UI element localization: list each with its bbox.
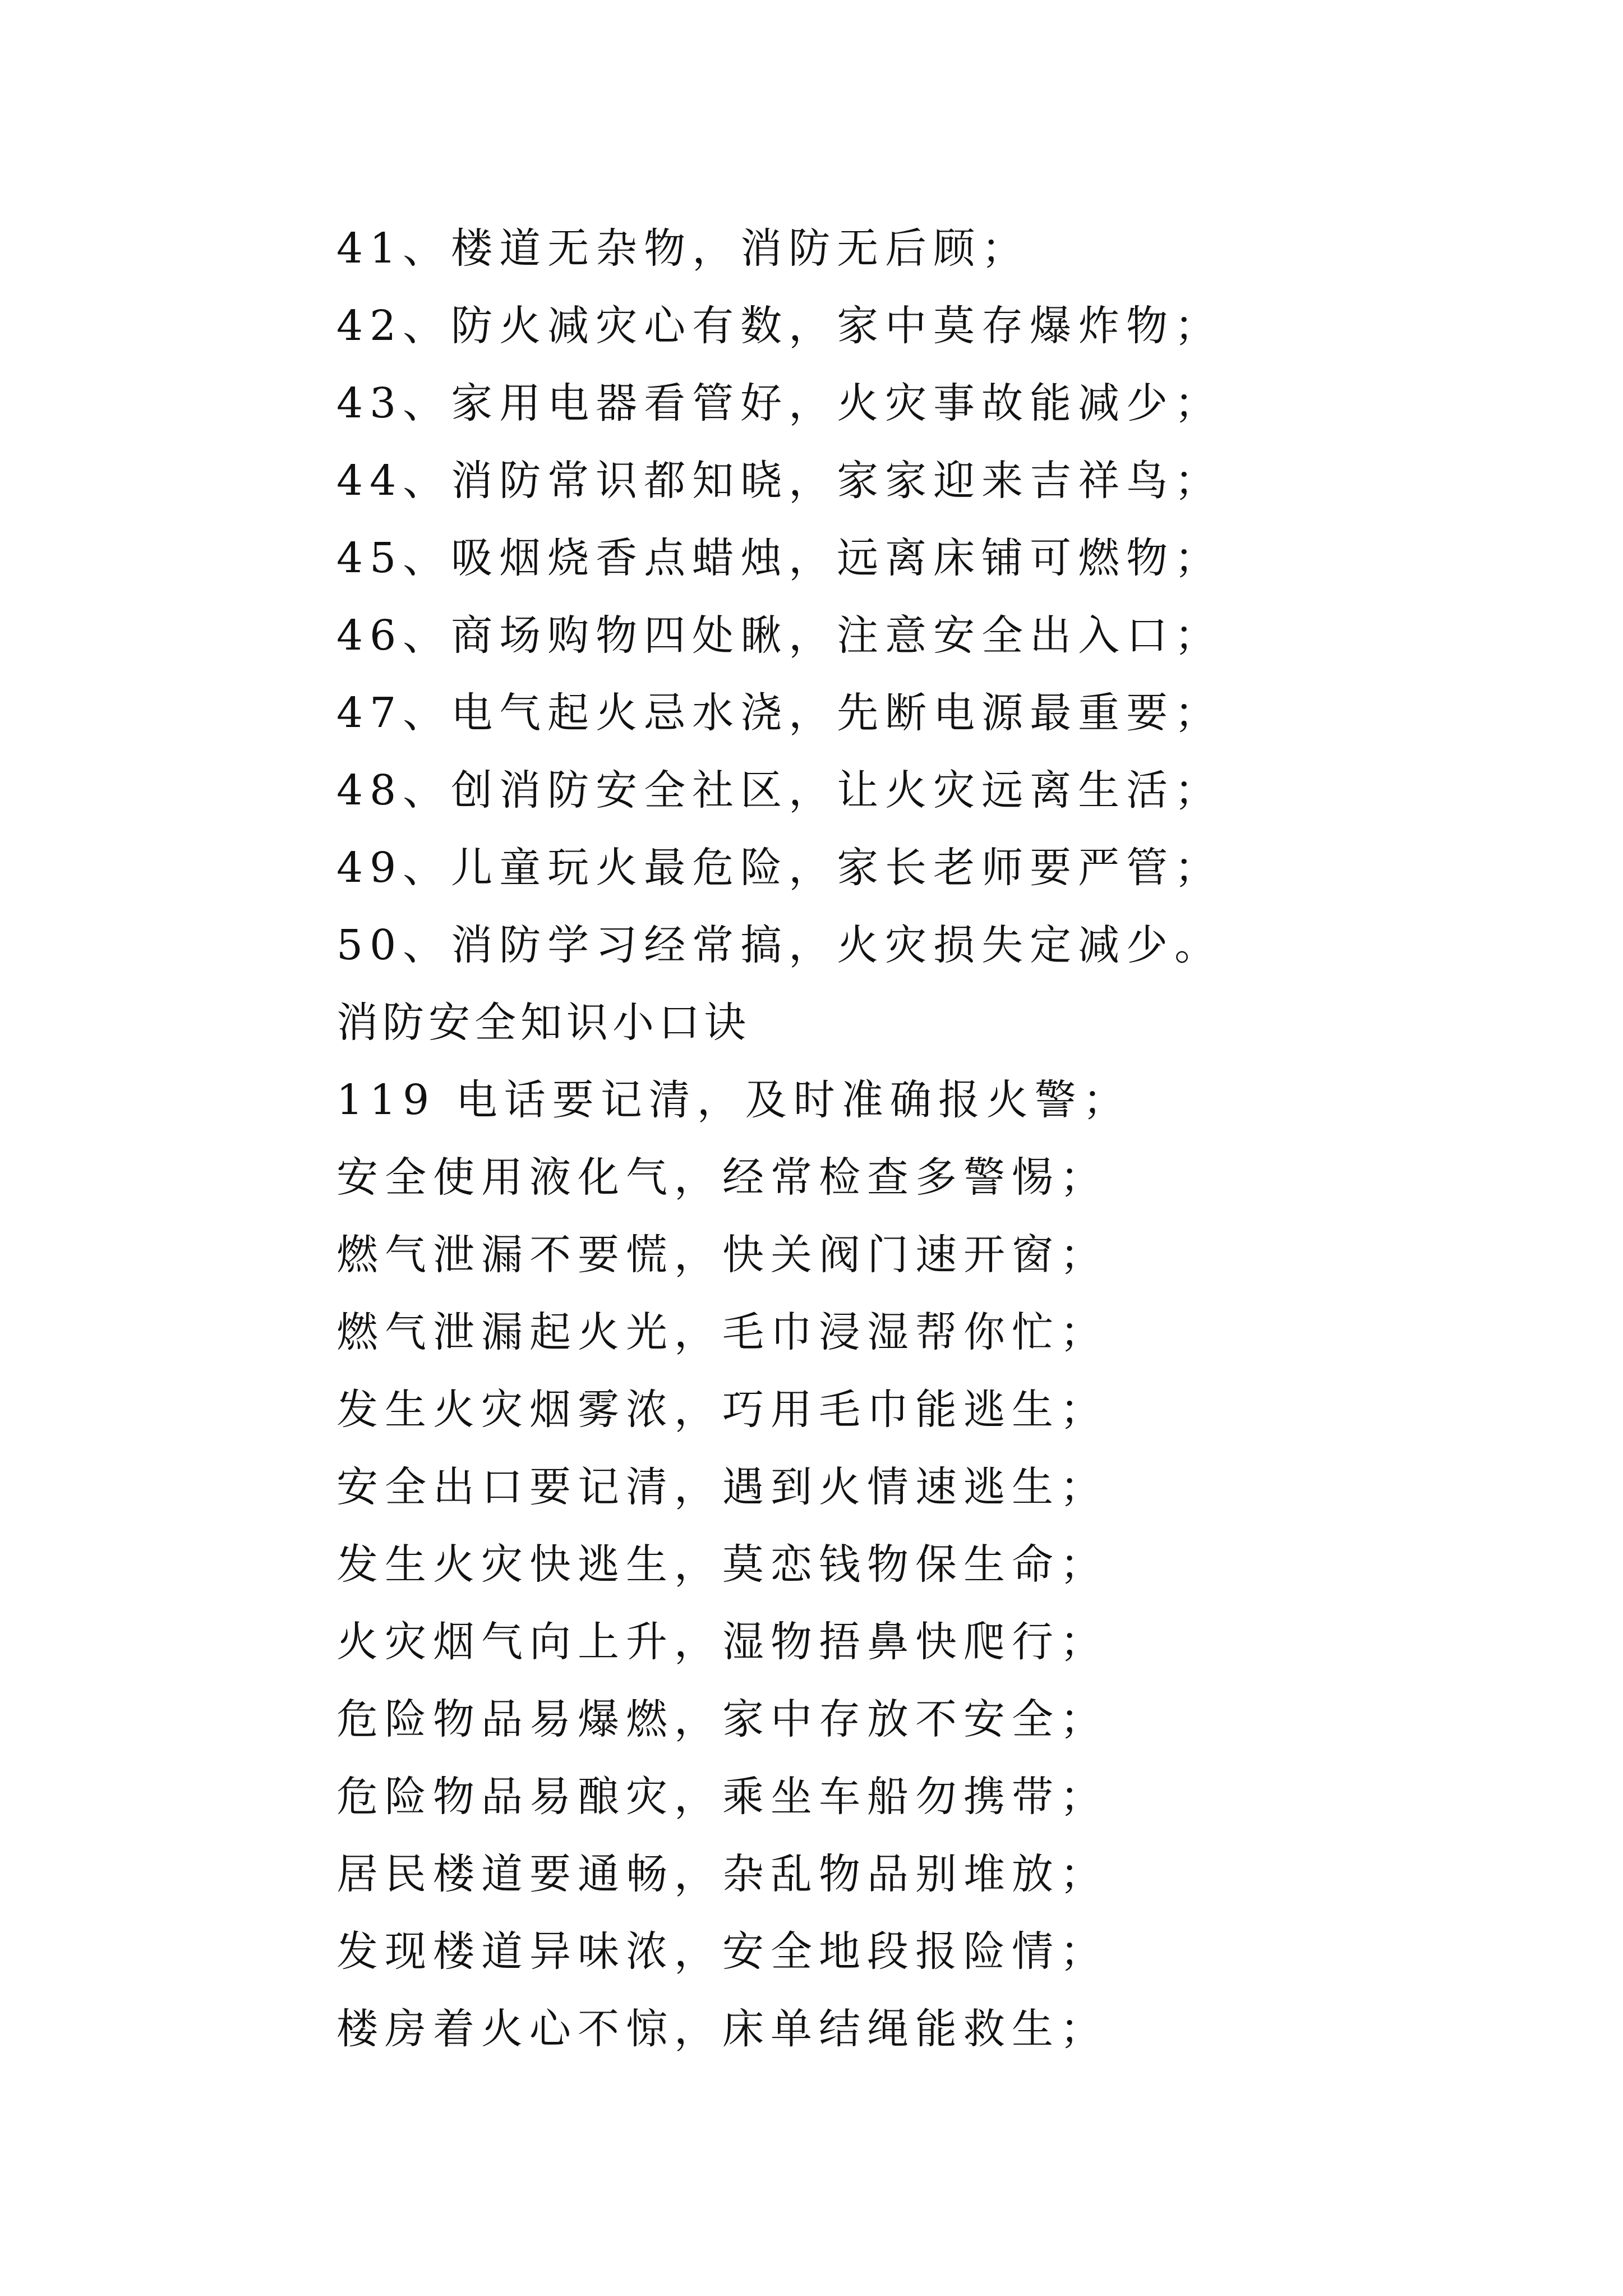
slogan-line: 48、创消防安全社区，让火灾远离生活； bbox=[336, 766, 1223, 815]
slogan-line: 46、商场购物四处瞅，注意安全出入口； bbox=[336, 611, 1223, 660]
slogan-line: 50、消防学习经常搞，火灾损失定减少。 bbox=[336, 921, 1223, 969]
slogan-line: 45、吸烟烧香点蜡烛，远离床铺可燃物； bbox=[336, 534, 1223, 582]
rhyme-line: 安全出口要记清，遇到火情速逃生； bbox=[336, 1463, 1108, 1511]
rhyme-line: 燃气泄漏不要慌，快关阀门速开窗； bbox=[336, 1231, 1108, 1279]
rhyme-line: 119 电话要记清，及时准确报火警； bbox=[336, 1076, 1131, 1124]
rhyme-line: 发现楼道异味浓，安全地段报险情； bbox=[336, 1927, 1108, 1976]
rhyme-line: 安全使用液化气，经常检查多警惕； bbox=[336, 1153, 1108, 1202]
slogan-line: 47、电气起火忌水浇，先断电源最重要； bbox=[336, 689, 1223, 737]
rhyme-line: 危险物品易爆燃，家中存放不安全； bbox=[336, 1695, 1108, 1743]
rhyme-line: 居民楼道要通畅，杂乱物品别堆放； bbox=[336, 1850, 1108, 1898]
slogan-line: 41、楼道无杂物，消防无后顾； bbox=[336, 224, 1030, 273]
slogan-line: 43、家用电器看管好，火灾事故能减少； bbox=[336, 379, 1223, 427]
slogan-line: 49、儿童玩火最危险，家长老师要严管； bbox=[336, 844, 1223, 892]
slogan-line: 42、防火减灾心有数，家中莫存爆炸物； bbox=[336, 302, 1223, 350]
rhyme-line: 危险物品易酿灾，乘坐车船勿携带； bbox=[336, 1773, 1108, 1821]
rhyme-line: 燃气泄漏起火光，毛巾浸湿帮你忙； bbox=[336, 1308, 1108, 1356]
slogan-line: 44、消防常识都知晓，家家迎来吉祥鸟； bbox=[336, 457, 1223, 505]
rhyme-line: 发生火灾烟雾浓，巧用毛巾能逃生； bbox=[336, 1386, 1108, 1434]
document-body bbox=[336, 210, 1514, 2068]
rhyme-line: 发生火灾快逃生，莫恋钱物保生命； bbox=[336, 1540, 1108, 1589]
section-title: 消防安全知识小口诀 bbox=[336, 999, 750, 1047]
rhyme-line: 楼房着火心不惊，床单结绳能救生； bbox=[336, 2005, 1108, 2053]
rhyme-line: 火灾烟气向上升，湿物捂鼻快爬行； bbox=[336, 1618, 1108, 1666]
